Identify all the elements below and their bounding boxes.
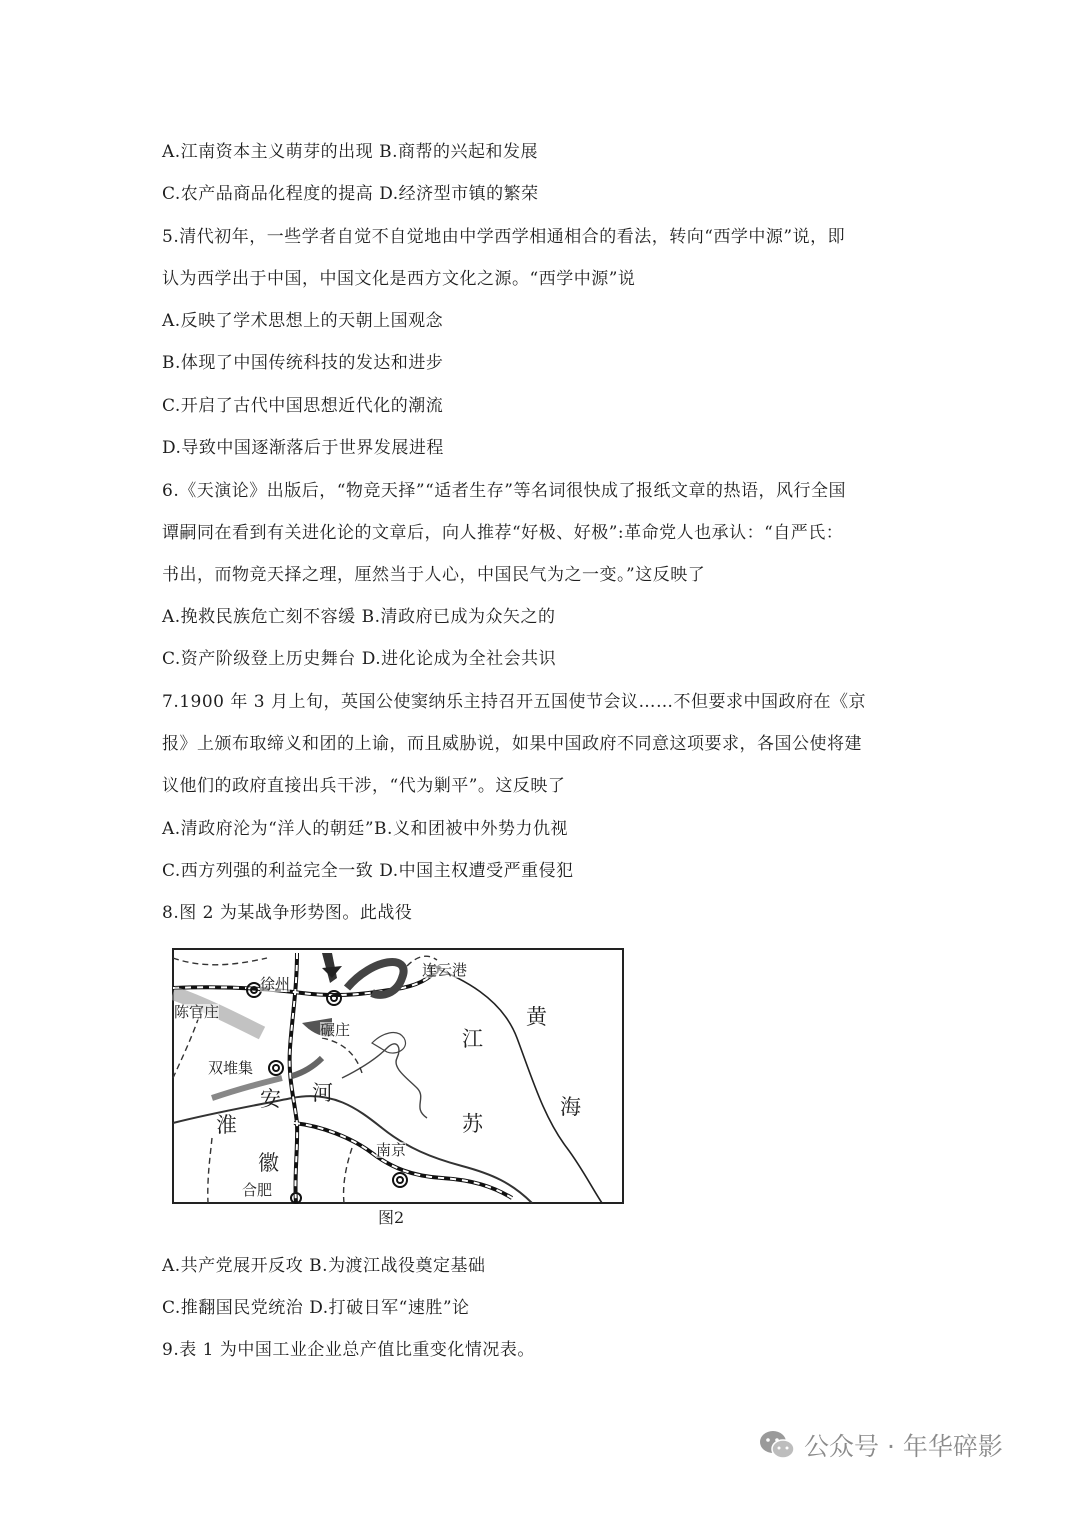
option-line-q4-ab: A.江南资本主义萌芽的出现 B.商帮的兴起和发展	[162, 142, 538, 162]
question-5-stem: 5.清代初年，一些学者自觉不自觉地由中学西学相通相合的看法，转向“西学中源”说，即	[162, 227, 846, 247]
place-label-shuangduiji: 双堆集	[208, 1059, 254, 1077]
place-label-nanjing: 南京	[376, 1141, 407, 1159]
option-line-q6-ab: A.挽救民族危亡刻不容缓 B.清政府已成为众矢之的	[162, 607, 556, 627]
question-9-stem: 9.表 1 为中国工业企业总产值比重变化情况表。	[162, 1340, 535, 1360]
watermark-text: 公众号 · 年华碎影	[804, 1432, 1003, 1461]
question-7-stem-end: 议他们的政府直接出兵干涉，“代为剿平”。这反映了	[162, 776, 566, 796]
wechat-icon	[758, 1429, 796, 1461]
question-7-stem: 7.1900 年 3 月上旬，英国公使窦纳乐主持召开五国使节会议……不但要求中国政府在《京	[162, 692, 867, 712]
option-q5-c: C.开启了古代中国思想近代化的潮流	[162, 396, 444, 416]
place-label-xuzhou: 徐州	[260, 975, 291, 993]
question-5-stem-cont: 认为西学出于中国，中国文化是西方文化之源。“西学中源”说	[162, 269, 636, 289]
place-label-lianyungang: 连云港	[422, 961, 468, 979]
option-line-q4-cd: C.农产品商品化程度的提高 D.经济型市镇的繁荣	[162, 184, 539, 204]
option-q5-a: A.反映了学术思想上的天朝上国观念	[162, 311, 444, 331]
place-label-nianzhuang: 碾庄	[320, 1021, 351, 1039]
region-label-huai: 淮	[216, 1113, 237, 1137]
region-label-an: 安	[260, 1087, 281, 1111]
question-6-stem-cont: 谭嗣同在看到有关进化论的文章后，向人推荐“好极、好极”:革命党人也承认：“自严氏：	[162, 523, 844, 543]
place-label-chenguanzhuang: 陈官庄	[174, 1003, 220, 1021]
region-label-huang: 黄	[526, 1005, 547, 1029]
question-6-stem: 6.《天演论》出版后，“物竞天择”“适者生存”等名词很快成了报纸文章的热语，风行全国	[162, 481, 846, 501]
question-7-stem-cont: 报》上颁布取缔义和团的上谕，而且威胁说，如果中国政府不同意这项要求，各国公使将建	[162, 734, 862, 754]
option-line-q7-cd: C.西方列强的利益完全一致 D.中国主权遭受严重侵犯	[162, 861, 574, 881]
option-line-q6-cd: C.资产阶级登上历史舞台 D.进化论成为全社会共识	[162, 649, 557, 669]
option-line-q8-ab: A.共产党展开反攻 B.为渡江战役奠定基础	[162, 1256, 486, 1276]
option-q5-b: B.体现了中国传统科技的发达和进步	[162, 353, 444, 373]
figure-caption: 图2	[378, 1208, 405, 1227]
region-label-hui: 徽	[258, 1151, 279, 1175]
region-label-su: 苏	[462, 1112, 483, 1136]
question-8-stem: 8.图 2 为某战争形势图。此战役	[162, 903, 413, 923]
battle-map-figure	[172, 948, 624, 1204]
watermark	[758, 1425, 1003, 1465]
region-label-jiang: 江	[462, 1027, 483, 1051]
region-label-hai: 海	[560, 1095, 581, 1119]
place-label-hefei: 合肥	[242, 1181, 273, 1199]
option-line-q8-cd: C.推翻国民党统治 D.打破日军“速胜”论	[162, 1298, 470, 1318]
region-label-he: 河	[312, 1081, 333, 1105]
option-line-q7-ab: A.清政府沦为“洋人的朝廷”B.义和团被中外势力仇视	[162, 819, 568, 839]
option-q5-d: D.导致中国逐渐落后于世界发展进程	[162, 438, 444, 458]
question-6-stem-end: 书出，而物竞天择之理，厘然当于人心，中国民气为之一变。”这反映了	[162, 565, 706, 585]
